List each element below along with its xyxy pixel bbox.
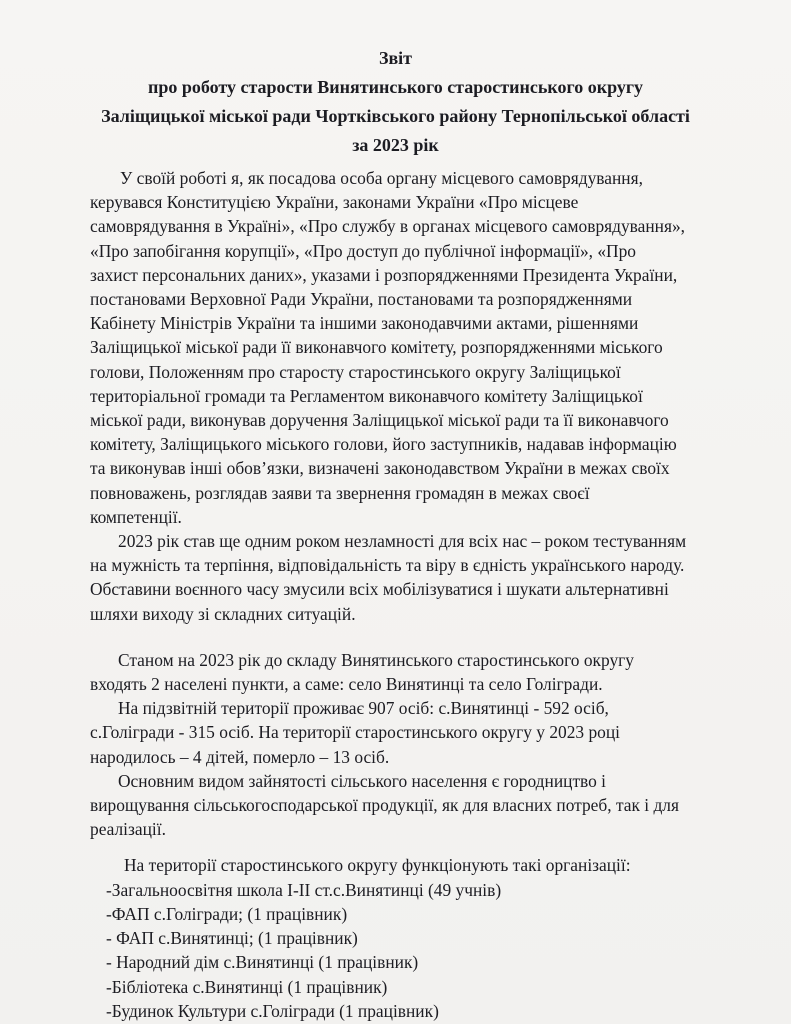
text-line: постановами Верховної Ради України, постановами та розпорядженнями: [90, 289, 633, 310]
text-line: міської ради, виконував доручення Заліщицької міської ради та її виконавчого: [90, 410, 669, 431]
text-line: керувався Конституцією України, законами України «Про місцеве: [90, 192, 579, 213]
paragraph-year-summary: [90, 529, 730, 626]
paragraph-spacer: [90, 626, 730, 648]
text-line: комітету, Заліщицького міського голови, його заступників, надавав інформацію: [90, 434, 677, 455]
document-title: Звіт: [378, 48, 413, 68]
organization-item: - ФАП с.Винятинці; (1 працівник): [106, 928, 358, 949]
organization-item: - Народний дім с.Винятинці (1 працівник): [106, 952, 419, 973]
text-line: с.Голігради - 315 осіб. На території старостинського округу у 2023 році: [90, 722, 620, 743]
text-line: 2023 рік став ще одним роком незламності для всіх нас – роком тестуванням: [118, 531, 687, 552]
document-header: [0, 44, 791, 160]
text-line: шляхи виходу зі складних ситуацій.: [90, 603, 356, 624]
paragraph-employment: [90, 769, 730, 842]
document-subtitle-line-3: за 2023 рік: [352, 135, 439, 155]
text-line: територіальної громади та Регламентом виконавчого комітету Заліщицької: [90, 385, 643, 406]
paragraph-population: [90, 696, 730, 769]
organization-item: -ФАП с.Голігради; (1 працівник): [106, 903, 348, 924]
organization-item: -Загальноосвітня школа І-ІІ ст.с.Винятинці (49 учнів): [106, 879, 502, 900]
organization-item: -Будинок Культури с.Голігради (1 працівник): [106, 1000, 439, 1021]
organizations-section: [90, 853, 730, 1022]
text-line: на мужність та терпіння, відповідальність та віру в єдність українського народу.: [90, 555, 685, 576]
text-line: Заліщицької міської ради її виконавчого комітету, розпорядженнями міського: [90, 337, 663, 358]
paragraph-legal-basis: [90, 166, 730, 529]
text-line: Кабінету Міністрів України та іншими законодавчими актами, рішеннями: [90, 313, 639, 334]
text-line: та виконував інші обов’язки, визначені законодавством України в межах своїх: [90, 458, 670, 479]
text-line: захист персональних даних», указами і розпорядженнями Президента України,: [90, 264, 678, 285]
text-line: народилось – 4 дітей, померло – 13 осіб.: [90, 746, 390, 767]
text-line: компетенції.: [90, 506, 182, 527]
text-line: «Про запобігання корупції», «Про доступ до публічної інформації», «Про: [90, 240, 637, 261]
text-line: На підзвітній території проживає 907 осіб: с.Винятинці - 592 осіб,: [118, 698, 609, 719]
organization-item: -Бібліотека с.Винятинці (1 працівник): [106, 976, 388, 997]
organizations-intro: На території старостинського округу функціонують такі організації:: [124, 855, 631, 876]
text-line: повноважень, розглядав заяви та звернення громадян в межах своєї: [90, 482, 590, 503]
paragraph-spacer: [90, 841, 730, 853]
text-line: входять 2 населені пункти, а саме: село Винятинці та село Голігради.: [90, 674, 603, 695]
text-line: Станом на 2023 рік до складу Винятинського старостинського округу: [118, 649, 634, 670]
text-line: Обставини воєнного часу змусили всіх мобілізуватися і шукати альтернативні: [90, 579, 669, 600]
document-subtitle-line-2: Заліщицької міської ради Чортківського району Тернопільської області: [101, 106, 690, 126]
text-line: голови, Положенням про старосту старостинського округу Заліщицької: [90, 361, 621, 382]
text-line: Основним видом зайнятості сільського населення є городництво і: [118, 770, 607, 791]
text-line: реалізації.: [90, 819, 166, 840]
document-subtitle-line-1: про роботу старости Винятинського старостинського округу: [147, 77, 644, 97]
text-line: вирощування сільськогосподарської продукції, як для власних потреб, так і для: [90, 795, 679, 816]
text-line: У своїй роботі я, як посадова особа органу місцевого самоврядування,: [120, 168, 643, 188]
paragraph-settlements: [90, 648, 730, 696]
document-body: [90, 166, 730, 1023]
text-line: самоврядування в Україні», «Про службу в органах місцевого самоврядування»,: [90, 216, 686, 237]
